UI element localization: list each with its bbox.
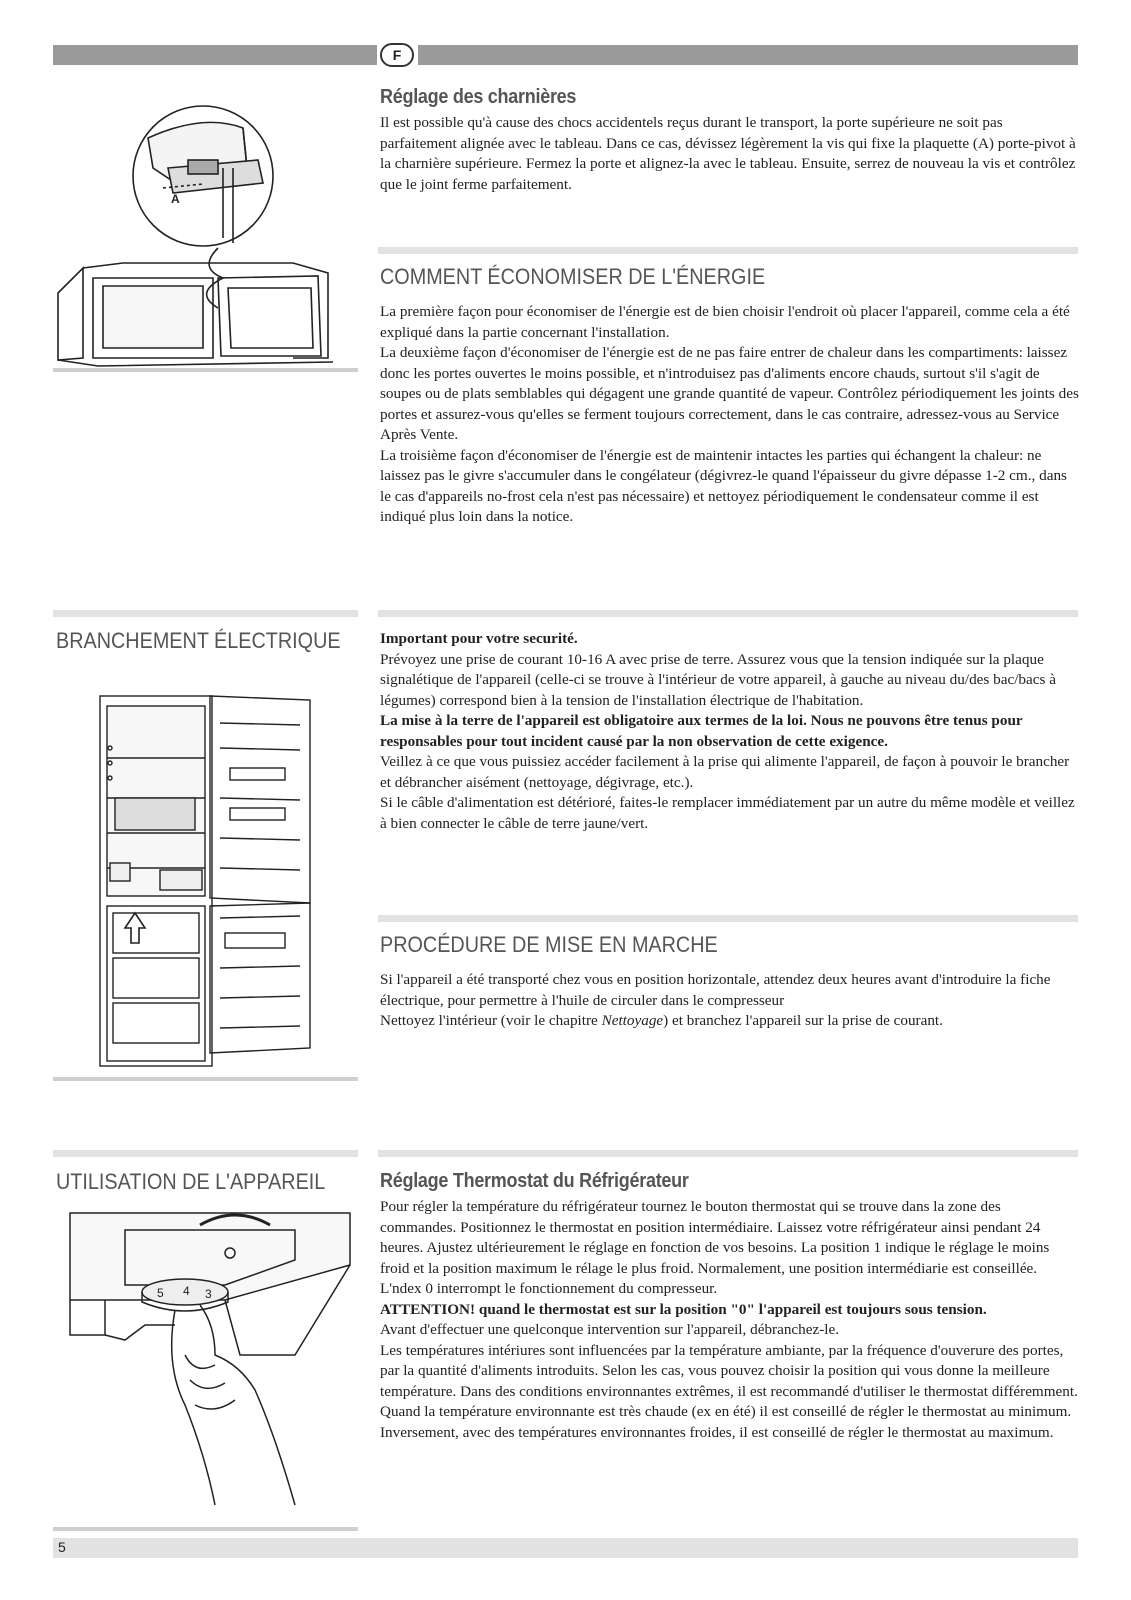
- electrical-text: [380, 629, 1080, 834]
- thermostat-paragraph-1: Pour régler la température du réfrigérateur tournez le bouton thermostat qui se trouve dans la zone des commandes. Positionnez le thermostat en position intermédiaire. Laissez votre réfrigérateur ainsi pendant 24 heures. Ajustez ultérieurement le réglage en fonction de vos besoins. La position 1 indique le réglage le moins froid et la position maximum le rélage le plus froid. Normalement, une position intermédiarie est conseillée.: [380, 1198, 1050, 1277]
- energy-top-bar: [378, 247, 1078, 254]
- dial-label-4: 4: [183, 1284, 190, 1298]
- hinges-text: [380, 113, 1080, 195]
- dial-label-3: 3: [205, 1287, 212, 1301]
- fridge-figure-underline: [53, 1077, 358, 1081]
- startup-text: [380, 970, 1080, 1032]
- thermostat-illustration: [65, 1205, 355, 1515]
- thermostat-title: Réglage Thermostat du Réfrigérateur: [380, 1170, 689, 1192]
- safety-title: Important pour votre securité.: [380, 630, 578, 647]
- startup-p2-italic: Nettoyage: [601, 1012, 664, 1029]
- electrical-top-bar: [378, 610, 1078, 617]
- thermostat-paragraph-3: Avant d'effectuer une quelconque intervention sur l'appareil, débranchez-le.: [380, 1321, 840, 1338]
- energy-paragraph-3: La troisième façon d'économiser de l'énergie est de maintenir intactes les parties qui échangent la chaleur: ne laissez pas le givre s'accumuler dans le congélateur (dégivrez-le quand l'épaisseur du givre dépasse 1-2 cm., dans le cas d'appareils no-frost cela n'est pas nécessaire) et nettoyez périodiquement le condensateur comme il est indiqué plus loin dans la notice.: [380, 446, 1067, 525]
- header-bar-left: [53, 45, 377, 65]
- electrical-side-title: BRANCHEMENT ÉLECTRIQUE: [56, 628, 341, 653]
- startup-paragraph-1: Si l'appareil a été transporté chez vous en position horizontale, attendez deux heures avant d'introduire la fiche électrique, pour permettre à l'huile de circuler dans le compresseur: [380, 971, 1051, 1009]
- energy-title: COMMENT ÉCONOMISER DE L'ÉNERGIE: [380, 264, 766, 289]
- usage-top-bar: [378, 1150, 1078, 1157]
- energy-paragraph-1: La première façon pour économiser de l'énergie est de bien choisir l'endroit où placer l'appareil, comme cela a été expliqué dans la partie concernant l'installation.: [380, 303, 1070, 341]
- header-bar-right: [418, 45, 1078, 65]
- hinge-illustration: [53, 98, 353, 378]
- usage-side-title: UTILISATION DE L'APPAREIL: [56, 1169, 326, 1194]
- electrical-paragraph-1: Prévoyez une prise de courant 10-16 A avec prise de terre. Assurez vous que la tension indiquée sur la plaque signalétique de l'appareil (celle-ci se trouve à l'intérieur de votre appareil, à gauche au niveau du/des bac/bacs à légumes) correspond bien à la tension de l'installation électrique de l'habitation.: [380, 650, 1056, 709]
- hinge-figure-underline: [53, 368, 358, 372]
- thermostat-figure-underline: [53, 1527, 358, 1531]
- language-badge: F: [380, 43, 414, 67]
- fridge-illustration: [95, 688, 315, 1073]
- dial-label-5: 5: [157, 1286, 164, 1300]
- figure-label-a: A: [171, 192, 180, 206]
- electrical-paragraph-2: Veillez à ce que vous puissiez accéder facilement à la prise qui alimente l'appareil, de façon à pouvoir le brancher et débrancher aisément (nettoyage, dégivrage, etc.).: [380, 753, 1070, 791]
- thermostat-warning: ATTENTION! quand le thermostat est sur la position "0" l'appareil est toujours sous tension.: [380, 1300, 987, 1318]
- thermostat-paragraph-4: Les températures intériures sont influencées par la température ambiante, par la fréquence d'ouverure des portes, par la quantité d'aliments introduits. Selon les cas, vous pouvez choisir la position qui vous donne la meilleure température. Dans des conditions environnantes extrêmes, il est recommandé d'utiliser le thermostat différemment. Quand la température environnante est très chaude (ex en été) il est conseillé de régler le thermostat au minimum. Inversement, avec des températures environnantes froides, il est conseillé de régler le thermostat au maximum.: [380, 1341, 1078, 1441]
- startup-p2-after: ) et branchez l'appareil sur la prise de courant.: [663, 1012, 943, 1029]
- electrical-paragraph-3: Si le câble d'alimentation est détérioré, faites-le remplacer immédiatement par un autre du même modèle et veillez à bien connecter le câble de terre jaune/vert.: [380, 794, 1075, 832]
- startup-top-bar: [378, 915, 1078, 922]
- thermostat-text: [380, 1197, 1080, 1443]
- electrical-side-bar: [53, 610, 358, 617]
- thermostat-paragraph-2: L'ndex 0 interrompt le fonctionnement du compresseur.: [380, 1280, 718, 1297]
- energy-text: [380, 302, 1080, 528]
- startup-p2-before: Nettoyez l'intérieur (voir le chapitre: [380, 1012, 602, 1029]
- hinges-paragraph: Il est possible qu'à cause des chocs accidentels reçus durant le transport, la porte supérieure ne soit pas parfaitement alignée avec le tableau. Dans ce cas, dévissez légèrement la vis qui fixe la plaquette (A) porte-pivot à la charnière supérieure. Fermez la porte et alignez-la avec le tableau. Ensuite, serrez de nouveau la vis et contrôlez que le joint ferme parfaitement.: [380, 114, 1076, 193]
- footer-bar: [53, 1538, 1078, 1558]
- startup-paragraph-2: [380, 1011, 1080, 1032]
- usage-side-bar: [53, 1150, 358, 1157]
- startup-title: PROCÉDURE DE MISE EN MARCHE: [380, 932, 718, 957]
- hinges-title: Réglage des charnières: [380, 86, 577, 108]
- page-number: 5: [58, 1539, 66, 1555]
- energy-paragraph-2: La deuxième façon d'économiser de l'énergie est de ne pas faire entrer de chaleur dans les compartiments: laissez donc les portes ouvertes le moins possible, et n'introduisez pas d'aliments encore chauds, surtout s'il s'agit de soupes ou de plats semblables qui dégagent une grande quantité de vapeur. Contrôlez périodiquement les joints des portes et assurez-vous qu'elles se ferment toujours correctement, dans le cas contraire, adressez-vous au Service Après Vente.: [380, 344, 1079, 443]
- electrical-warning: La mise à la terre de l'appareil est obligatoire aux termes de la loi. Nous ne pouvons être tenus pour responsables pour tout incident causé par la non observation de cette exigence.: [380, 712, 1023, 750]
